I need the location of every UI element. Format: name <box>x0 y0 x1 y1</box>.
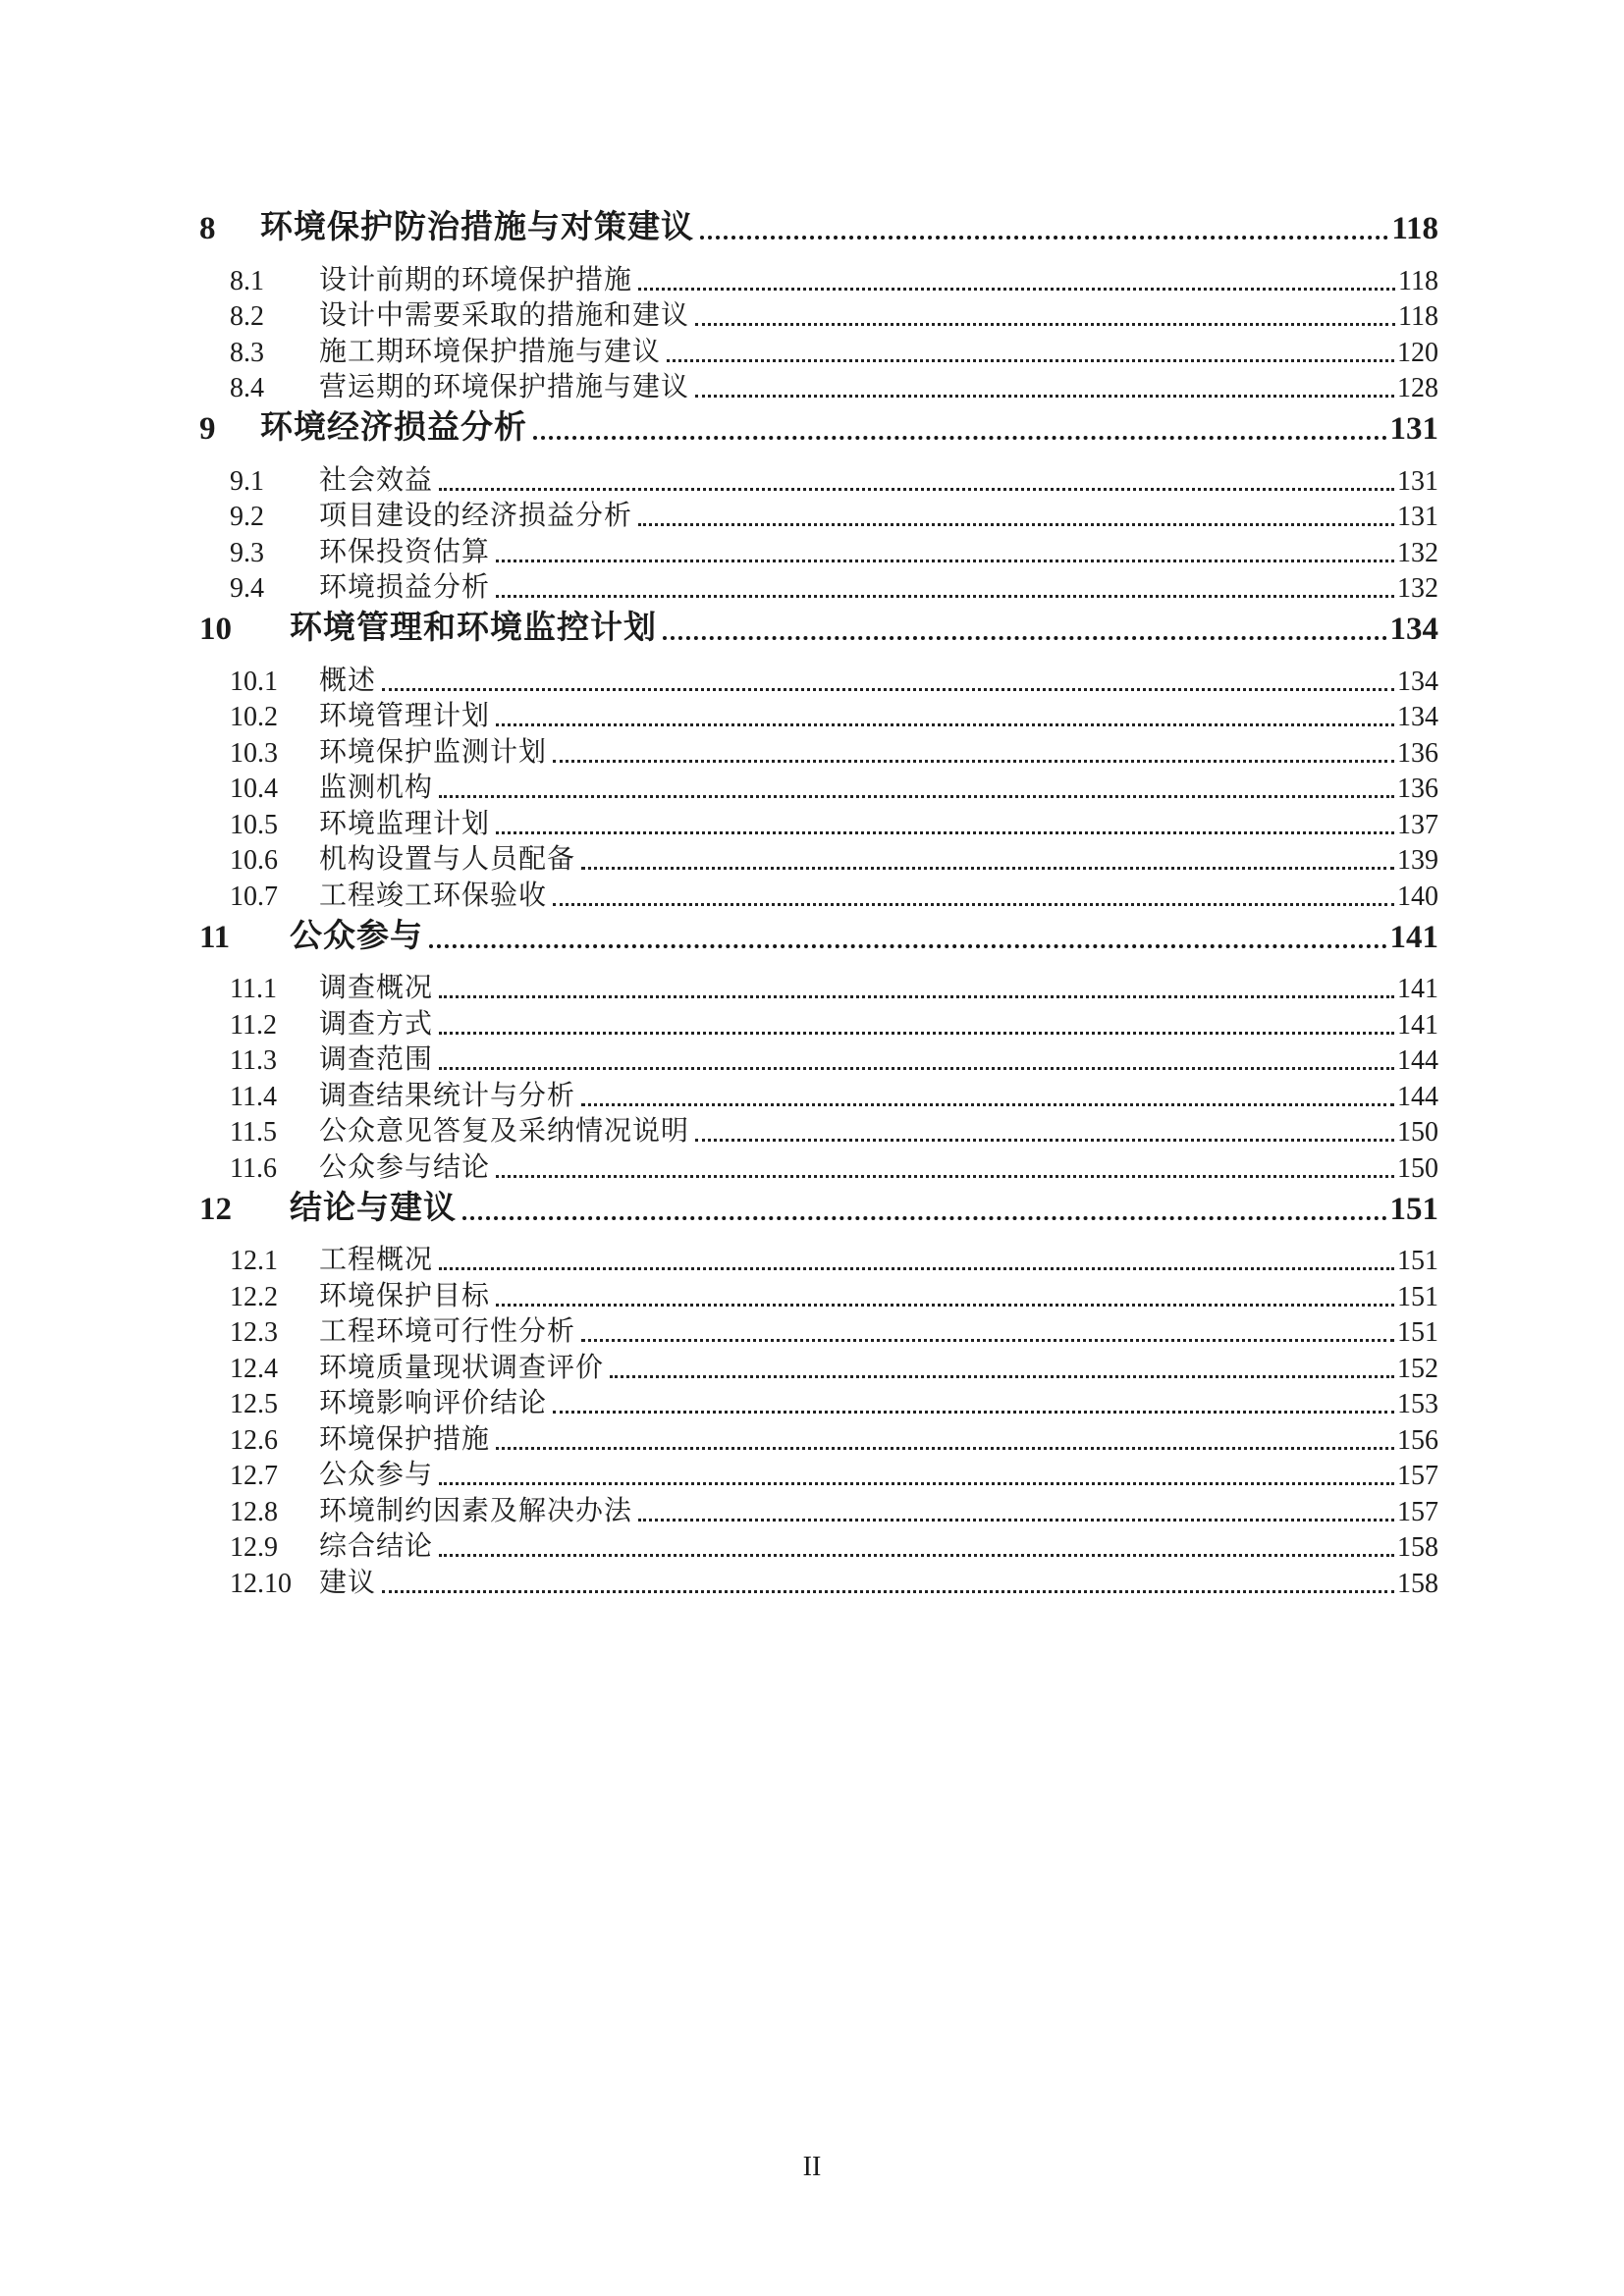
section-page-number: 120 <box>1397 337 1438 368</box>
dot-leader <box>553 903 1394 906</box>
section-title: 环境监理计划 <box>319 808 491 839</box>
toc-section-entry <box>199 970 1438 1006</box>
dot-leader <box>496 1304 1394 1307</box>
toc-chapter-entry <box>199 913 1438 956</box>
toc-chapter <box>199 605 1438 913</box>
section-title: 社会效益 <box>319 464 434 496</box>
toc-section-entry <box>199 733 1438 770</box>
dot-leader <box>382 688 1394 691</box>
section-title: 调查范围 <box>319 1044 434 1075</box>
toc-section-entry <box>199 1528 1438 1565</box>
section-number: 9.4 <box>230 573 264 604</box>
chapter-sections <box>199 461 1438 605</box>
section-title: 环境影响评价结论 <box>319 1388 548 1418</box>
chapter-number: 8 <box>199 211 216 246</box>
chapter-title: 环境保护防治措施与对策建议 <box>260 210 694 245</box>
section-page-number: 157 <box>1397 1496 1438 1527</box>
dot-leader <box>695 1139 1394 1142</box>
toc-chapter <box>199 204 1438 404</box>
section-number: 10.6 <box>230 845 278 876</box>
section-title: 施工期环境保护措施与建议 <box>319 336 662 367</box>
section-number: 10.4 <box>230 774 278 804</box>
section-number: 11.2 <box>230 1009 277 1041</box>
toc-section-entry <box>199 297 1438 334</box>
section-number: 8.3 <box>230 337 264 368</box>
page-footer <box>0 2152 1624 2183</box>
dot-leader <box>667 359 1394 362</box>
section-page-number: 118 <box>1398 301 1438 332</box>
section-title: 设计中需要采取的措施和建议 <box>319 300 690 331</box>
section-title: 概述 <box>319 665 377 696</box>
section-number: 12.5 <box>230 1389 278 1419</box>
section-number: 9.2 <box>230 502 264 532</box>
chapter-title: 公众参与 <box>290 918 423 954</box>
toc-section-entry <box>199 1313 1438 1350</box>
toc-section-entry <box>199 1148 1438 1185</box>
chapter-page-number: 118 <box>1391 211 1438 246</box>
section-page-number: 157 <box>1397 1461 1438 1491</box>
section-title: 环境质量现状调查评价 <box>319 1352 605 1383</box>
chapter-page-number: 131 <box>1389 411 1438 447</box>
section-page-number: 137 <box>1397 809 1438 840</box>
section-title: 环境制约因素及解决办法 <box>319 1495 633 1526</box>
toc-section-entry <box>199 1349 1438 1385</box>
chapter-sections <box>199 970 1438 1185</box>
section-title: 公众意见答复及采纳情况说明 <box>319 1116 690 1147</box>
section-number: 11.6 <box>230 1152 277 1184</box>
section-title: 工程环境可行性分析 <box>319 1316 576 1347</box>
section-number: 9.3 <box>230 537 264 568</box>
chapter-number: 10 <box>199 612 232 647</box>
section-number: 8.1 <box>230 265 264 296</box>
dot-leader <box>638 523 1394 526</box>
chapter-number: 11 <box>199 919 231 955</box>
toc-chapter <box>199 1185 1438 1600</box>
section-page-number: 128 <box>1397 373 1438 403</box>
chapter-title: 环境管理和环境监控计划 <box>290 611 657 646</box>
section-page-number: 150 <box>1397 1117 1438 1148</box>
section-number: 11.3 <box>230 1045 277 1076</box>
section-page-number: 141 <box>1397 1009 1438 1041</box>
toc-section-entry <box>199 841 1438 878</box>
section-number: 8.2 <box>230 301 264 332</box>
section-page-number: 131 <box>1397 502 1438 532</box>
dot-leader <box>439 1554 1394 1557</box>
section-page-number: 132 <box>1397 573 1438 604</box>
toc-section-entry <box>199 1113 1438 1149</box>
section-number: 12.4 <box>230 1353 278 1384</box>
toc-section-entry <box>199 805 1438 841</box>
section-number: 12.10 <box>230 1568 292 1599</box>
section-title: 设计前期的环境保护措施 <box>319 264 633 295</box>
section-title: 机构设置与人员配备 <box>319 844 576 875</box>
section-page-number: 140 <box>1397 881 1438 912</box>
section-page-number: 144 <box>1397 1045 1438 1076</box>
section-page-number: 134 <box>1397 702 1438 732</box>
section-page-number: 156 <box>1397 1424 1438 1456</box>
section-number: 12.6 <box>230 1424 278 1456</box>
toc-section-entry <box>199 1077 1438 1113</box>
section-title: 工程概况 <box>319 1245 434 1275</box>
section-page-number: 152 <box>1397 1353 1438 1384</box>
section-title: 调查概况 <box>319 973 434 1003</box>
section-title: 营运期的环境保护措施与建议 <box>319 372 690 402</box>
toc-chapter <box>199 913 1438 1185</box>
chapter-title: 环境经济损益分析 <box>260 410 527 446</box>
dot-leader <box>462 1216 1387 1220</box>
section-page-number: 136 <box>1397 774 1438 804</box>
section-page-number: 144 <box>1397 1081 1438 1112</box>
section-page-number: 118 <box>1398 265 1438 296</box>
section-number: 10.3 <box>230 737 278 769</box>
dot-leader <box>496 831 1394 834</box>
toc-section-entry <box>199 1492 1438 1528</box>
chapter-sections <box>199 1242 1438 1600</box>
section-page-number: 158 <box>1397 1568 1438 1599</box>
toc-section-entry <box>199 461 1438 498</box>
dot-leader <box>496 595 1394 598</box>
section-page-number: 150 <box>1397 1152 1438 1184</box>
section-title: 环境损益分析 <box>319 572 491 603</box>
dot-leader <box>581 1103 1394 1106</box>
section-number: 10.7 <box>230 881 278 912</box>
dot-leader <box>439 1267 1394 1270</box>
toc-section-entry <box>199 261 1438 297</box>
dot-leader <box>429 944 1387 948</box>
section-title: 工程竣工环保验收 <box>319 880 548 911</box>
section-number: 12.7 <box>230 1461 278 1491</box>
dot-leader <box>382 1590 1394 1593</box>
dot-leader <box>695 323 1395 326</box>
section-title: 综合结论 <box>319 1531 434 1562</box>
dot-leader <box>581 867 1394 870</box>
dot-leader <box>553 1411 1394 1414</box>
section-page-number: 153 <box>1397 1389 1438 1419</box>
toc-section-entry <box>199 662 1438 698</box>
toc-section-entry <box>199 1385 1438 1421</box>
toc-section-entry <box>199 1564 1438 1600</box>
toc-section-entry <box>199 877 1438 913</box>
dot-leader <box>496 723 1394 726</box>
toc-section-entry <box>199 770 1438 806</box>
dot-leader <box>695 395 1394 398</box>
section-number: 10.2 <box>230 702 278 732</box>
toc-section-entry <box>199 333 1438 369</box>
section-page-number: 136 <box>1397 737 1438 769</box>
toc-section-entry <box>199 1242 1438 1278</box>
toc-chapter-entry <box>199 1185 1438 1228</box>
toc-chapter-entry <box>199 404 1438 448</box>
section-page-number: 151 <box>1397 1246 1438 1276</box>
section-page-number: 151 <box>1397 1317 1438 1348</box>
section-number: 10.1 <box>230 666 278 697</box>
section-title: 环保投资估算 <box>319 536 491 567</box>
toc-section-entry <box>199 1277 1438 1313</box>
section-title: 项目建设的经济损益分析 <box>319 501 633 531</box>
section-page-number: 132 <box>1397 537 1438 568</box>
section-page-number: 151 <box>1397 1281 1438 1312</box>
section-page-number: 158 <box>1397 1532 1438 1563</box>
page-number: II <box>802 2152 822 2182</box>
section-number: 9.1 <box>230 465 264 497</box>
section-number: 12.9 <box>230 1532 278 1563</box>
dot-leader <box>439 995 1394 998</box>
toc-chapter-entry <box>199 204 1438 247</box>
section-title: 建议 <box>319 1567 377 1598</box>
section-number: 12.2 <box>230 1281 278 1312</box>
section-number: 11.5 <box>230 1117 277 1148</box>
dot-leader <box>496 1447 1394 1450</box>
dot-leader <box>439 488 1394 491</box>
dot-leader <box>581 1339 1394 1342</box>
toc-section-entry <box>199 1005 1438 1041</box>
section-page-number: 134 <box>1397 666 1438 697</box>
dot-leader <box>439 1032 1394 1035</box>
chapter-number: 12 <box>199 1191 232 1227</box>
dot-leader <box>439 1482 1394 1485</box>
chapter-number: 9 <box>199 411 216 447</box>
section-page-number: 141 <box>1397 974 1438 1004</box>
section-title: 调查方式 <box>319 1008 434 1040</box>
toc-section-entry <box>199 533 1438 569</box>
section-number: 12.3 <box>230 1317 278 1348</box>
chapter-title: 结论与建议 <box>290 1190 457 1226</box>
toc-section-entry <box>199 1041 1438 1078</box>
chapter-sections <box>199 662 1438 913</box>
section-page-number: 139 <box>1397 845 1438 876</box>
dot-leader <box>533 436 1387 440</box>
section-number: 10.5 <box>230 809 278 840</box>
toc-chapter <box>199 404 1438 605</box>
dot-leader <box>439 1067 1394 1070</box>
toc-section-entry <box>199 569 1438 606</box>
section-title: 环境管理计划 <box>319 701 491 731</box>
section-title: 环境保护措施 <box>319 1423 491 1455</box>
dot-leader <box>638 288 1395 291</box>
section-title: 公众参与 <box>319 1460 434 1490</box>
dot-leader <box>496 1175 1394 1178</box>
section-title: 调查结果统计与分析 <box>319 1080 576 1111</box>
section-title: 环境保护目标 <box>319 1280 491 1311</box>
toc-section-entry <box>199 698 1438 734</box>
toc-section-entry <box>199 498 1438 534</box>
section-title: 环境保护监测计划 <box>319 736 548 768</box>
dot-leader <box>553 760 1394 763</box>
toc-chapter-entry <box>199 605 1438 648</box>
table-of-contents <box>199 204 1438 1600</box>
toc-section-entry <box>199 1457 1438 1493</box>
chapter-page-number: 151 <box>1389 1191 1438 1227</box>
section-page-number: 131 <box>1397 465 1438 497</box>
section-title: 公众参与结论 <box>319 1151 491 1183</box>
dot-leader <box>496 560 1394 562</box>
chapter-sections <box>199 261 1438 404</box>
section-number: 12.8 <box>230 1496 278 1527</box>
toc-section-entry <box>199 369 1438 405</box>
section-title: 监测机构 <box>319 773 434 803</box>
dot-leader <box>663 636 1387 640</box>
toc-section-entry <box>199 1420 1438 1457</box>
dot-leader <box>700 236 1388 240</box>
dot-leader <box>610 1375 1394 1378</box>
chapter-page-number: 141 <box>1389 919 1438 955</box>
dot-leader <box>439 795 1394 798</box>
chapter-page-number: 134 <box>1389 612 1438 647</box>
section-number: 8.4 <box>230 373 264 403</box>
section-number: 11.4 <box>230 1081 277 1112</box>
dot-leader <box>638 1519 1394 1522</box>
section-number: 12.1 <box>230 1246 278 1276</box>
section-number: 11.1 <box>230 974 277 1004</box>
